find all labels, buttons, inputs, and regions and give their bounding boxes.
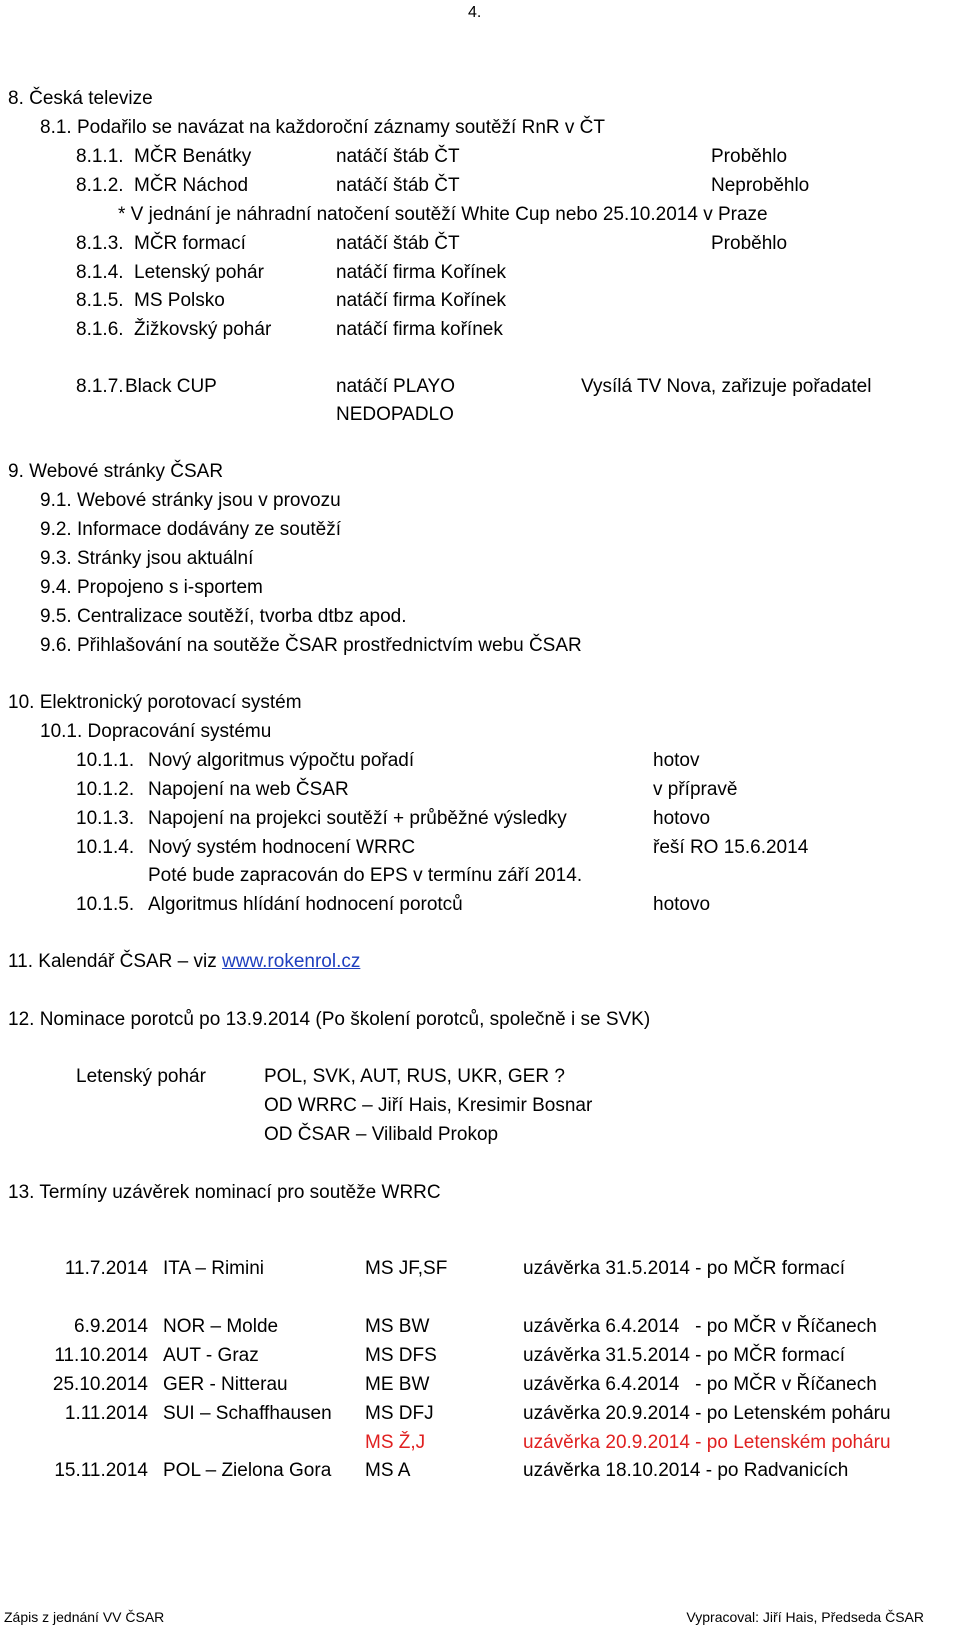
item-num: 8.1.5.	[76, 290, 124, 311]
item-num: 10.1.5.	[76, 894, 135, 915]
row-place: NOR – Molde	[163, 1316, 279, 1337]
list-item: 9.2. Informace dodávány ze soutěží	[40, 519, 342, 540]
section-13-heading: 13. Termíny uzávěrek nominací pro soutěže WRRC	[8, 1182, 441, 1203]
row-date: 6.9.2014	[74, 1316, 148, 1337]
row-deadline: uzávěrka 20.9.2014 - po Letenském poháru	[523, 1403, 891, 1424]
item-text: Napojení na web ČSAR	[148, 779, 349, 800]
nomination-line: OD WRRC – Jiří Hais, Kresimir Bosnar	[264, 1095, 593, 1116]
list-item: 9.3. Stránky jsou aktuální	[40, 548, 254, 569]
item-num: 10.1.2.	[76, 779, 135, 800]
row-place: SUI – Schaffhausen	[163, 1403, 332, 1424]
section-8-heading: 8. Česká televize	[8, 88, 153, 109]
row-deadline: uzávěrka 6.4.2014 - po MČR v Říčanech	[523, 1316, 877, 1337]
item-name: MČR formací	[134, 233, 246, 254]
item-num: 8.1.3.	[76, 233, 124, 254]
row-deadline: uzávěrka 18.10.2014 - po Radvanicích	[523, 1460, 849, 1481]
list-item: 9.6. Přihlašování na soutěže ČSAR prostřednictvím webu ČSAR	[40, 635, 582, 656]
item-name: Žižkovský pohár	[134, 319, 272, 340]
row-category: MS BW	[365, 1316, 430, 1337]
row-place: AUT - Graz	[163, 1345, 259, 1366]
item-status: Vysílá TV Nova, zařizuje pořadatel	[581, 376, 872, 397]
item-status: hotov	[653, 750, 700, 771]
item-status: řeší RO 15.6.2014	[653, 837, 809, 858]
item-who: natáčí firma kořínek	[336, 319, 503, 340]
item-who: natáčí štáb ČT	[336, 146, 460, 167]
item-num: 8.1.4.	[76, 262, 124, 283]
rokenrol-link[interactable]: www.rokenrol.cz	[222, 951, 361, 972]
row-deadline: uzávěrka 31.5.2014 - po MČR formací	[523, 1258, 846, 1279]
section-8-1: 8.1. Podařilo se navázat na každoroční záznamy soutěží RnR v ČT	[40, 117, 605, 138]
row-category: MS DFS	[365, 1345, 437, 1366]
row-place: ITA – Rimini	[163, 1258, 265, 1279]
item-num: 8.1.6.	[76, 319, 124, 340]
calendar-label: 11. Kalendář ČSAR – viz	[8, 951, 223, 972]
row-deadline: uzávěrka 6.4.2014 - po MČR v Říčanech	[523, 1374, 877, 1395]
section-10-heading: 10. Elektronický porotovací systém	[8, 692, 302, 713]
item-name: MČR Náchod	[134, 175, 249, 196]
item-num: 8.1.1.	[76, 146, 124, 167]
page-number: 4.	[468, 4, 482, 21]
item-status: Neproběhlo	[711, 175, 810, 196]
section-10-1: 10.1. Dopracování systému	[40, 721, 272, 742]
item-text: Napojení na projekci soutěží + průběžné výsledky	[148, 808, 567, 829]
item-name: MČR Benátky	[134, 146, 252, 167]
item-text: Algoritmus hlídání hodnocení porotců	[148, 894, 463, 915]
row-date: 25.10.2014	[52, 1374, 148, 1395]
nomination-line: POL, SVK, AUT, RUS, UKR, GER ?	[264, 1066, 565, 1087]
item-status: Proběhlo	[711, 233, 788, 254]
row-category: ME BW	[365, 1374, 430, 1395]
section-9-heading: 9. Webové stránky ČSAR	[8, 461, 224, 482]
section-12-heading: 12. Nominace porotců po 13.9.2014 (Po školení porotců, společně i se SVK)	[8, 1009, 651, 1030]
item-name: Black CUP	[125, 376, 217, 397]
item-who: natáčí štáb ČT	[336, 233, 460, 254]
list-item: 9.4. Propojeno s i-sportem	[40, 577, 263, 598]
row-category: MS Ž,J	[365, 1432, 426, 1453]
item-who-result: NEDOPADLO	[336, 404, 454, 425]
item-status: hotovo	[653, 808, 711, 829]
row-date: 1.11.2014	[64, 1403, 148, 1424]
item-text: Nový systém hodnocení WRRC	[148, 837, 416, 858]
item-num: 10.1.1.	[76, 750, 135, 771]
item-text: Nový algoritmus výpočtu pořadí	[148, 750, 415, 771]
item-status: v přípravě	[653, 779, 738, 800]
nomination-label: Letenský pohár	[76, 1066, 206, 1087]
row-deadline: uzávěrka 31.5.2014 - po MČR formací	[523, 1345, 846, 1366]
row-date: 11.7.2014	[64, 1258, 148, 1279]
item-num: 8.1.7.	[76, 376, 124, 397]
list-item: 9.5. Centralizace soutěží, tvorba dtbz apod.	[40, 606, 407, 627]
row-date: 11.10.2014	[54, 1345, 148, 1366]
item-who: natáčí firma Kořínek	[336, 262, 507, 283]
footer-left: Zápis z jednání VV ČSAR	[4, 1609, 165, 1625]
footer-right: Vypracoval: Jiří Hais, Předseda ČSAR	[686, 1609, 924, 1625]
item-num: 10.1.3.	[76, 808, 135, 829]
list-item: 9.1. Webové stránky jsou v provozu	[40, 490, 341, 511]
row-category: MS JF,SF	[365, 1258, 448, 1279]
item-num: 10.1.4.	[76, 837, 135, 858]
row-date: 15.11.2014	[54, 1460, 148, 1481]
item-who: natáčí štáb ČT	[336, 175, 460, 196]
item-name: MS Polsko	[134, 290, 225, 311]
row-deadline: uzávěrka 20.9.2014 - po Letenském poháru	[523, 1432, 891, 1453]
item-text: Poté bude zapracován do EPS v termínu září 2014.	[148, 865, 583, 886]
row-category: MS DFJ	[365, 1403, 434, 1424]
row-place: GER - Nitterau	[163, 1374, 288, 1395]
row-category: MS A	[365, 1460, 411, 1481]
item-who: natáčí PLAYO	[336, 376, 455, 397]
item-status: Proběhlo	[711, 146, 788, 167]
item-who: natáčí firma Kořínek	[336, 290, 507, 311]
nomination-line: OD ČSAR – Vilibald Prokop	[264, 1124, 499, 1145]
row-place: POL – Zielona Gora	[163, 1460, 332, 1481]
section-11-heading	[8, 951, 360, 973]
item-num: 8.1.2.	[76, 175, 124, 196]
item-name: Letenský pohár	[134, 262, 264, 283]
item-status: hotovo	[653, 894, 711, 915]
note: * V jednání je náhradní natočení soutěží White Cup nebo 25.10.2014 v Praze	[118, 204, 768, 225]
